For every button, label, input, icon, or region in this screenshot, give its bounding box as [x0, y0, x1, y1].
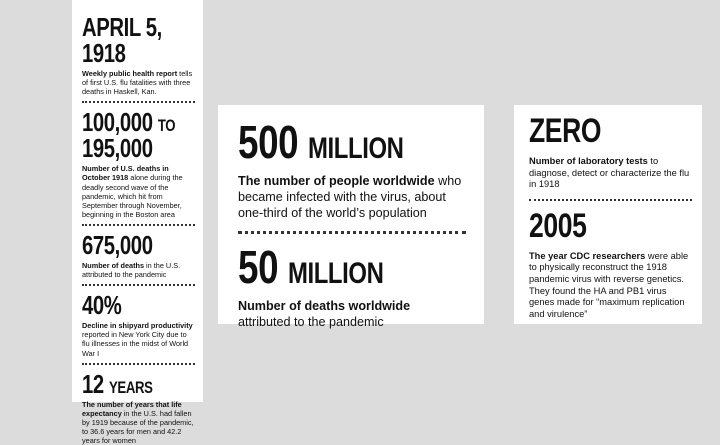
dotted-divider	[529, 199, 692, 201]
fact-value: 50 MILLION	[238, 241, 384, 294]
fact-infected-worldwide	[238, 116, 466, 221]
fact-description: Weekly public health report tells of first U.S. flu fatalities with three deaths in Haskell, Kan.	[82, 69, 193, 97]
fact-october-deaths	[82, 109, 195, 219]
fact-description: The year CDC researchers were able to physically reconstruct the 1918 pandemic virus with reverse genetics. They found the HA and PB1 virus genes made for “maximum replication and virulence”	[529, 250, 689, 319]
middle-stats-panel	[218, 105, 484, 330]
fact-value: ZERO	[529, 112, 602, 150]
fact-description: Decline in shipyard productivity reported in New York City due to flu illnesses in the midst of World War I	[82, 321, 193, 358]
fact-description: Number of laboratory tests to diagnose, detect or characterize the flu in 1918	[529, 156, 690, 190]
dotted-divider	[82, 284, 195, 286]
fact-description: The number of years that life expectancy in the U.S. had fallen by 1919 because of the pandemic, to 36.6 years for men and 42.2 years for women	[82, 399, 194, 445]
fact-cdc-2005	[529, 206, 692, 321]
fact-life-expectancy	[82, 368, 195, 445]
fact-value: 500 MILLION	[238, 116, 404, 168]
dotted-divider	[82, 363, 195, 365]
right-stats-panel	[514, 105, 702, 324]
dotted-divider	[82, 101, 195, 103]
fact-description: Number of deaths worldwide attributed to the pandemic	[238, 299, 411, 330]
fact-value: APRIL 5, 1918	[82, 12, 162, 68]
fact-description: Number of U.S. deaths in October 1918 alone during the deadly second wave of the pandemic, which hit from September through November, beginning in the Boston area	[82, 164, 183, 219]
fact-value: 100,000 TO	[82, 107, 176, 138]
fact-value: 12 YEARS	[82, 368, 153, 399]
left-stats-panel	[72, 0, 203, 445]
fact-us-deaths	[82, 229, 195, 280]
fact-value: 675,000	[82, 229, 153, 260]
fact-lab-tests	[529, 114, 692, 191]
fact-value: 40%	[82, 290, 122, 321]
fact-description: The number of people worldwide who became infected with the virus, about one-third of the world’s population	[238, 174, 462, 221]
fact-description: Number of deaths in the U.S. attributed to the pandemic	[82, 260, 181, 280]
fact-shipyard	[82, 292, 195, 357]
fact-april-1918	[82, 14, 195, 96]
dotted-divider	[238, 231, 466, 234]
fact-value-second-line: 195,000	[82, 133, 153, 164]
fact-value: 2005	[529, 206, 587, 245]
fact-deaths-worldwide	[238, 241, 466, 330]
dotted-divider	[82, 224, 195, 226]
